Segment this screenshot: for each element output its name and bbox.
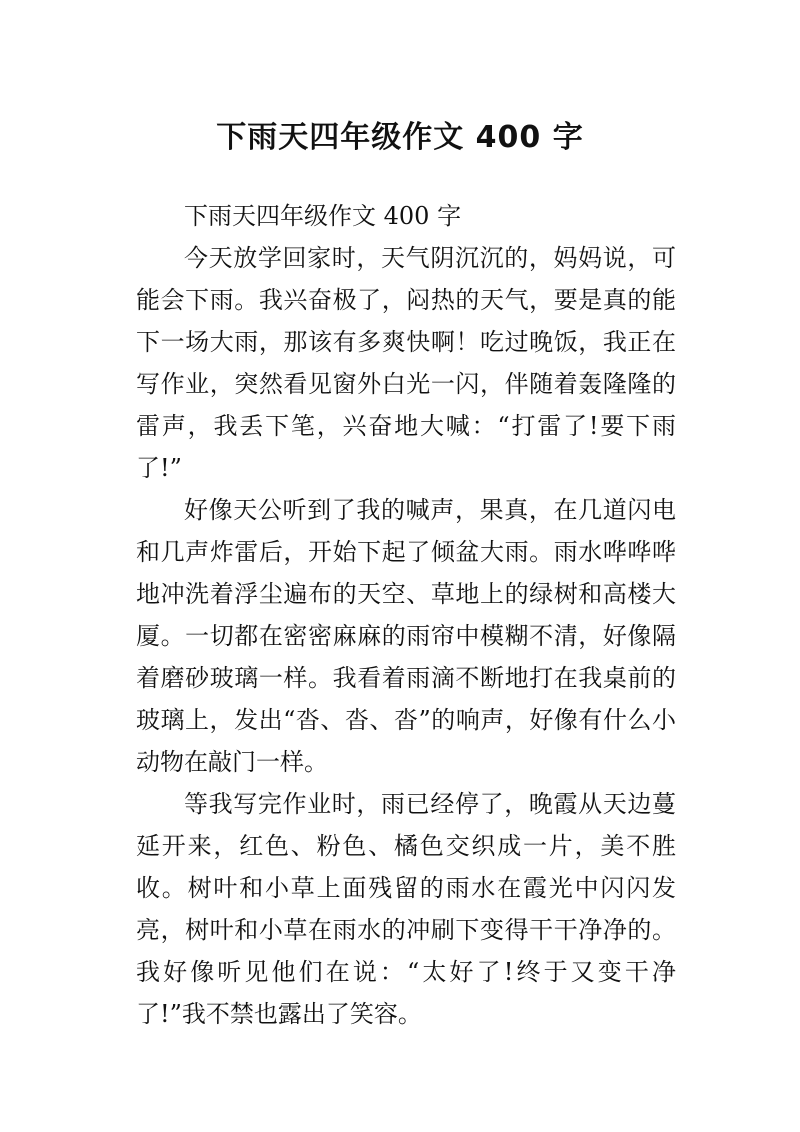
body-paragraph-3: 等我写完作业时，雨已经停了，晚霞从天边蔓延开来，红色、粉色、橘色交织成一片，美不胜收。树叶和小草上面残留的雨水在霞光中闪闪发亮，树叶和小草在雨水的冲刷下变得干干净净的。我好像听见他们在说：“太好了!终于又变干净了!”我不禁也露出了笑容。: [136, 790, 676, 1028]
subtitle-paragraph: 下雨天四年级作文 400 字: [184, 202, 462, 230]
body-paragraph-1: 今天放学回家时，天气阴沉沉的，妈妈说，可能会下雨。我兴奋极了，闷热的天气，要是真的能下一场大雨，那该有多爽快啊！吃过晚饭，我正在写作业，突然看见窗外白光一闪，伴随着轰隆隆的雷声，我丢下笔，兴奋地大喊：“打雷了!要下雨了!”: [136, 244, 676, 482]
document-body: [136, 195, 676, 1035]
body-paragraph-2: 好像天公听到了我的喊声，果真，在几道闪电和几声炸雷后，开始下起了倾盆大雨。雨水哗哗哗地冲洗着浮尘遍布的天空、草地上的绿树和高楼大厦。一切都在密密麻麻的雨帘中模糊不清，好像隔着磨砂玻璃一样。我看着雨滴不断地打在我桌前的玻璃上，发出“沓、沓、沓”的响声，好像有什么小动物在敲门一样。: [136, 496, 676, 776]
page-title: 下雨天四年级作文 400 字: [216, 120, 584, 156]
